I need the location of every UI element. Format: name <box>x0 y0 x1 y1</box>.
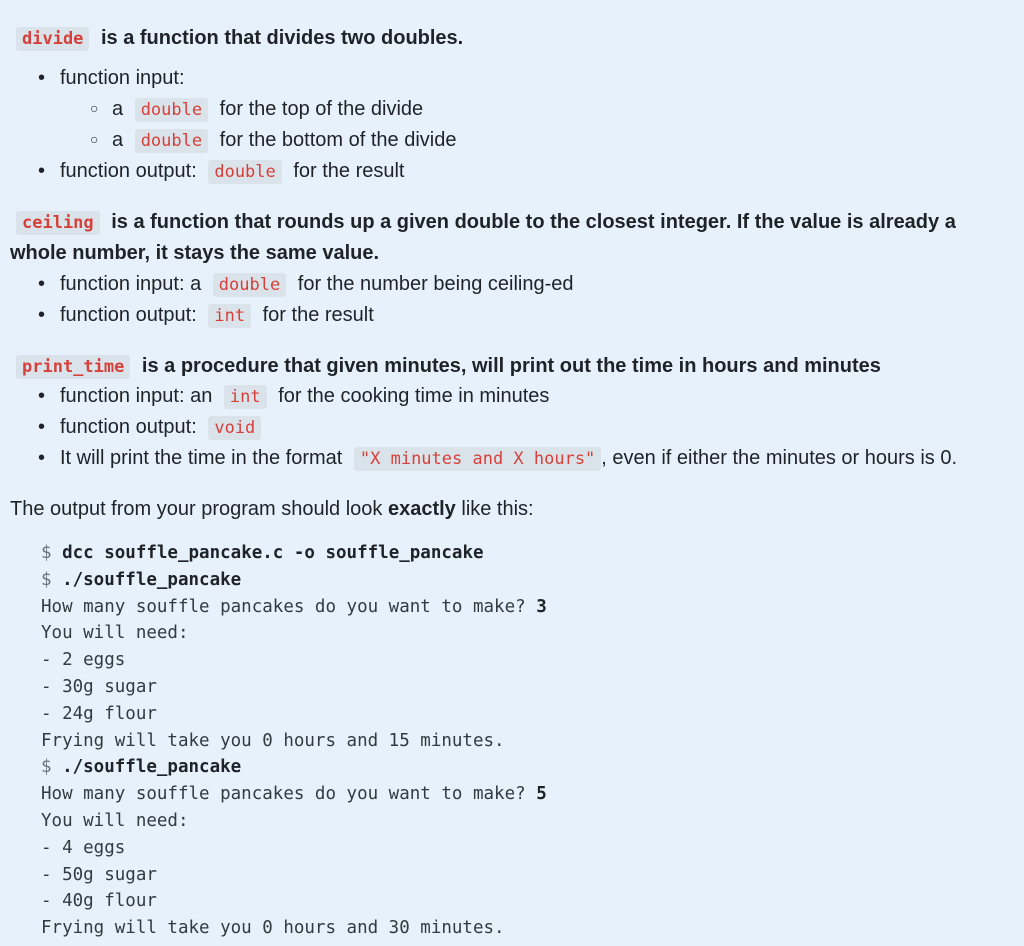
prompt-symbol: $ <box>41 757 63 778</box>
divide-sub1-a: a <box>112 98 124 120</box>
divide-input-label: function input: <box>60 67 185 89</box>
divide-sub-item-top <box>90 95 423 124</box>
output-intro-after: like this: <box>455 498 534 520</box>
ceiling-code: ceiling <box>16 211 100 235</box>
divide-heading-text: is a function that divides two doubles. <box>100 27 464 49</box>
question-text: How many souffle pancakes do you want to make? <box>41 596 537 617</box>
user-input: 5 <box>536 784 547 805</box>
print-time-output-code: void <box>208 416 261 440</box>
term-line-need: You will need: <box>41 623 189 644</box>
divide-output-code: double <box>208 160 281 184</box>
term-line-sugar: - 30g sugar <box>41 676 157 697</box>
term-line-eggs: - 2 eggs <box>41 650 126 671</box>
terminal-output <box>41 540 547 942</box>
term-line-cmd2 <box>41 567 547 594</box>
command-compile: dcc souffle_pancake.c -o souffle_pancake <box>62 543 484 563</box>
divide-heading <box>16 24 463 53</box>
term-line-question2 <box>41 781 547 808</box>
ceiling-heading <box>16 208 956 237</box>
print-time-format-item <box>38 444 957 473</box>
command-run: ./souffle_pancake <box>62 569 242 590</box>
term-line-cmd1 <box>41 540 547 567</box>
print-time-output-item <box>38 413 261 442</box>
divide-output-label: function output: <box>60 160 197 182</box>
term-line-flour: - 40g flour <box>41 891 157 912</box>
term-line-frying: Frying will take you 0 hours and 15 minutes. <box>41 730 505 751</box>
output-intro-before: The output from your program should look <box>10 498 388 520</box>
ceiling-output-label: function output: <box>60 304 197 326</box>
bullet-dot: • <box>38 416 46 438</box>
ceiling-heading-text: is a function that rounds up a given double to the closest integer. If the value is already a <box>111 211 956 233</box>
ceiling-input-label: function input: a <box>60 273 202 295</box>
term-line-sugar: - 50g sugar <box>41 864 157 885</box>
print-time-code: print_time <box>16 355 130 379</box>
print-time-output-label: function output: <box>60 416 197 438</box>
output-intro <box>10 495 534 523</box>
bullet-dot: • <box>38 67 46 89</box>
print-time-input-item <box>38 382 549 411</box>
ceiling-output-code: int <box>208 304 251 328</box>
print-time-input-code: int <box>224 385 267 409</box>
divide-sub2-rest: for the bottom of the divide <box>219 129 457 151</box>
divide-sub-item-bottom <box>90 126 456 155</box>
ceiling-heading-line2: whole number, it stays the same value. <box>10 242 380 264</box>
divide-sub1-code: double <box>135 98 208 122</box>
term-line-cmd3 <box>41 754 547 781</box>
print-time-format-rest: , even if either the minutes or hours is 0. <box>601 447 958 469</box>
term-line-frying: Frying will take you 0 hours and 30 minutes. <box>41 918 505 939</box>
print-time-heading <box>16 352 881 381</box>
print-time-format-label: It will print the time in the format <box>60 447 343 469</box>
term-line-need: You will need: <box>41 810 189 831</box>
divide-sub1-rest: for the top of the divide <box>219 98 424 120</box>
ceiling-input-code: double <box>213 273 286 297</box>
term-line-flour: - 24g flour <box>41 703 157 724</box>
print-time-heading-text: is a procedure that given minutes, will print out the time in hours and minutes <box>141 355 881 377</box>
print-time-format-code: "X minutes and X hours" <box>354 447 601 471</box>
bullet-dot: • <box>38 447 46 469</box>
divide-output-rest: for the result <box>293 160 405 182</box>
divide-sub2-code: double <box>135 129 208 153</box>
user-input: 3 <box>536 596 547 617</box>
prompt-symbol: $ <box>41 569 63 590</box>
term-line-question1 <box>41 594 547 621</box>
ceiling-output-rest: for the result <box>262 304 374 326</box>
bullet-dot: • <box>38 273 46 295</box>
divide-output-item <box>38 157 405 186</box>
bullet-dot: • <box>38 304 46 326</box>
divide-sub2-a: a <box>112 129 124 151</box>
prompt-symbol: $ <box>41 543 63 563</box>
bullet-dot: • <box>38 160 46 182</box>
output-intro-bold: exactly <box>387 498 456 520</box>
print-time-input-label: function input: an <box>60 385 213 407</box>
bullet-dot: • <box>38 385 46 407</box>
divide-input-item <box>38 64 185 92</box>
question-text: How many souffle pancakes do you want to make? <box>41 784 537 805</box>
ceiling-input-item <box>38 270 574 299</box>
bullet-circle: ○ <box>90 100 99 116</box>
ceiling-output-item <box>38 301 374 330</box>
print-time-input-rest: for the cooking time in minutes <box>278 385 550 407</box>
term-line-eggs: - 4 eggs <box>41 837 126 858</box>
ceiling-input-rest: for the number being ceiling-ed <box>297 273 574 295</box>
divide-code: divide <box>16 27 89 51</box>
bullet-circle: ○ <box>90 131 99 147</box>
command-run: ./souffle_pancake <box>62 757 242 778</box>
